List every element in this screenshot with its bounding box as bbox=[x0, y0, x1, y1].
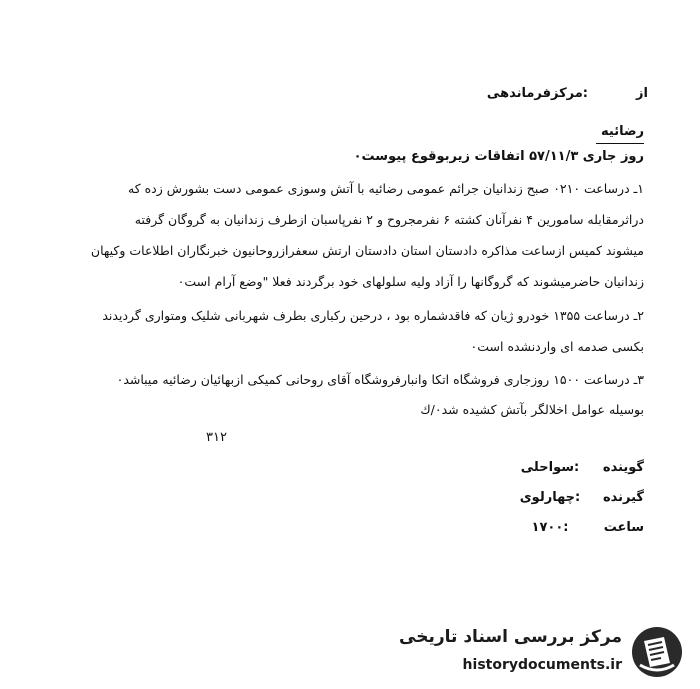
paragraph-1-line-4: زندانیان حاضرمیشوند که گروگانها را آزاد ولیه سلولهای خود برگردند فعلا "وضع آرام است۰ bbox=[177, 274, 644, 289]
receiver-label: گیرنده bbox=[602, 490, 644, 505]
time-label: ساعت bbox=[603, 520, 644, 535]
paragraph-3-line-2: بوسیله عوامل اخلالگر بآتش کشیده شد۰/ك bbox=[420, 402, 644, 417]
document-number: ۳۱۲ bbox=[206, 430, 227, 445]
from-value: :مرکزفرماندهی bbox=[486, 86, 588, 101]
intro-line: روز جاری ۵۷/۱۱/۳ اتفاقات زیربوقوع پیوست۰ bbox=[353, 149, 644, 164]
paragraph-1-line-3: میشوند کمیس ازساعت مذاکره دادستان استان دادستان ارتش سعفرازروحانیون خبرنگاران اطلاعات وکیهان bbox=[90, 243, 644, 258]
watermark-title: مرکز بررسی اسناد تاریخی bbox=[399, 627, 622, 647]
paragraph-2-line-2: بکسی صدمه ای واردنشده است۰ bbox=[470, 339, 644, 354]
receiver-value: :چهارلوی bbox=[519, 490, 581, 505]
subject-underline bbox=[596, 143, 644, 144]
watermark bbox=[392, 621, 692, 683]
watermark-url: historydocuments.ir bbox=[462, 657, 622, 673]
subject: رضائیه bbox=[601, 124, 644, 139]
speaker-label: گوینده bbox=[602, 460, 644, 475]
paragraph-2-line-1: ۲ـ درساعت ۱۳۵۵ خودرو ژیان که فاقدشماره بود ، درحین رکباری بطرف شهربانی شلیک ومتواری گردیدند bbox=[102, 308, 644, 323]
time-value: :۱۷۰۰ bbox=[531, 520, 569, 535]
paragraph-1-line-2: دراثرمقابله سامورین ۴ نفرآنان کشته ۶ نفرمجروح و ۲ نفرپاسبان ازطرف زندانیان به گروگان گرفته bbox=[134, 212, 644, 227]
paragraph-1-line-1: ۱ـ درساعت ۰۲۱۰ صبح زندانیان جرائم عمومی رضائیه با آتش وسوزی عمومی دست بشورش زده که bbox=[128, 181, 644, 196]
paragraph-3-line-1: ۳ـ درساعت ۱۵۰۰ روزجاری فروشگاه اتکا وانبارفروشگاه آقای روحانی کمیکی ازبهائیان رضائیه میباشد۰ bbox=[116, 372, 644, 387]
from-label: از bbox=[636, 86, 648, 101]
speaker-value: :سواحلی bbox=[520, 460, 580, 475]
document-archive-logo-icon bbox=[630, 625, 684, 679]
